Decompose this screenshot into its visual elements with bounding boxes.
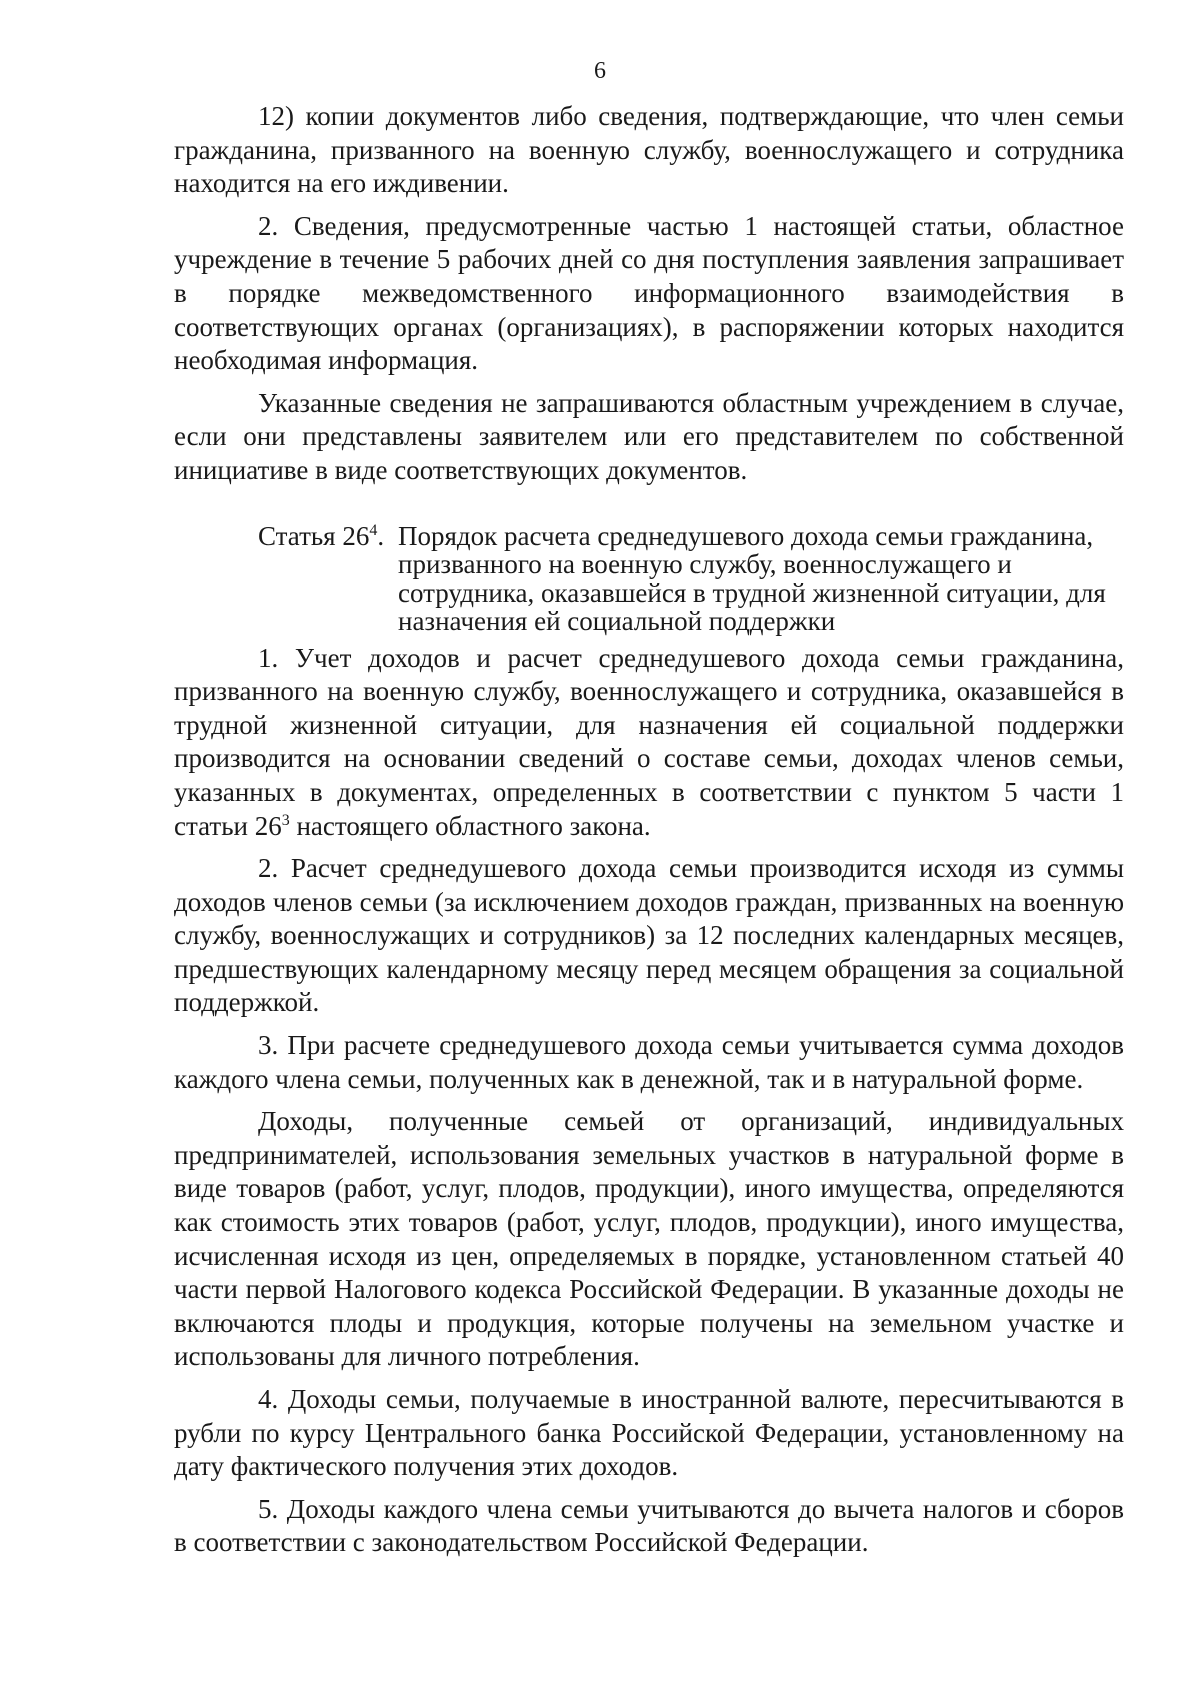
paragraph-incomes: Доходы, полученные семьей от организаций, индивидуальных предпринимателей, использования земельных участков в натуральной форме в виде товаров (работ, услуг, плодов, продукции), иного имущества, определяются как стоимость этих товаров (работ, услуг, плодов, продукции), иного имущества, исчисленная исходя из цен, определяемых в порядке, установленном статьей 40 части первой Налогового кодекса Российской Федерации. В указанные доходы не включаются плоды и продукция, которые получены на земельном участке и использованы для личного потребления. — [174, 1106, 1124, 1372]
document-body — [174, 100, 1124, 1560]
paragraph-point-2: 2. Сведения, предусмотренные частью 1 настоящей статьи, областное учреждение в течение 5 рабочих дней со дня поступления заявления запрашивает в порядке межведомственного информационного взаимодействия в соответствующих органах (организациях), в распоряжении которых находится необходимая информация. — [174, 210, 1124, 376]
article-label-suffix: . — [377, 520, 385, 551]
article-title: Порядок расчета среднедушевого дохода семьи гражданина, призванного на военную службу, военнослужащего и сотрудника, оказавшейся в трудной жизненной ситуации, для назначения ей социальной поддержки — [398, 520, 1106, 637]
paragraph-article-point-2: 2. Расчет среднедушевого дохода семьи производится исходя из суммы доходов членов семьи (за исключением доходов граждан, призванных на военную службу, военнослужащих и сотрудников) за 12 последних календарных месяцев, предшествующих календарному месяцу перед месяцем обращения за социальной поддержкой. — [174, 853, 1124, 1018]
article-label-sup: 4 — [369, 521, 378, 539]
paragraph-article-point-5: 5. Доходы каждого члена семьи учитываются до вычета налогов и сборов в соответствии с законодательством Российской Федерации. — [174, 1493, 1124, 1558]
paragraph-note: Указанные сведения не запрашиваются областным учреждением в случае, если они представлены заявителем или его представителем по собственной инициативе в виде соответствующих документов. — [174, 387, 1124, 485]
paragraph-item-12: 12) копии документов либо сведения, подтверждающие, что член семьи гражданина, призванного на военную службу, военнослужащего и сотрудника находится на его иждивении. — [174, 101, 1124, 199]
article-label — [174, 522, 386, 636]
page-number: 6 — [594, 58, 606, 84]
point-1-end: настоящего областного закона. — [289, 810, 651, 841]
paragraph-article-point-4: 4. Доходы семьи, получаемые в иностранной валюте, пересчитываются в рубли по курсу Центрального банка Российской Федерации, установленному на дату фактического получения этих доходов. — [174, 1384, 1124, 1482]
point-1-text: 1. Учет доходов и расчет среднедушевого дохода семьи гражданина, призванного на военную службу, военнослужащего и сотрудника, оказавшейся в трудной жизненной ситуации, для назначения ей социальной поддержки производится на основании сведений о составе семьи, доходах членов семьи, указанных в документах, определенных в соответствии с пунктом 5 части 1 статьи 26 — [174, 642, 1124, 841]
point-1-sup: 3 — [281, 811, 290, 829]
paragraph-article-point-1 — [174, 642, 1124, 844]
article-heading — [174, 522, 1124, 636]
article-label-text: Статья 26 — [258, 520, 370, 551]
paragraph-article-point-3: 3. При расчете среднедушевого дохода семьи учитывается сумма доходов каждого члена семьи, полученных как в денежной, так и в натуральной форме. — [174, 1030, 1124, 1094]
